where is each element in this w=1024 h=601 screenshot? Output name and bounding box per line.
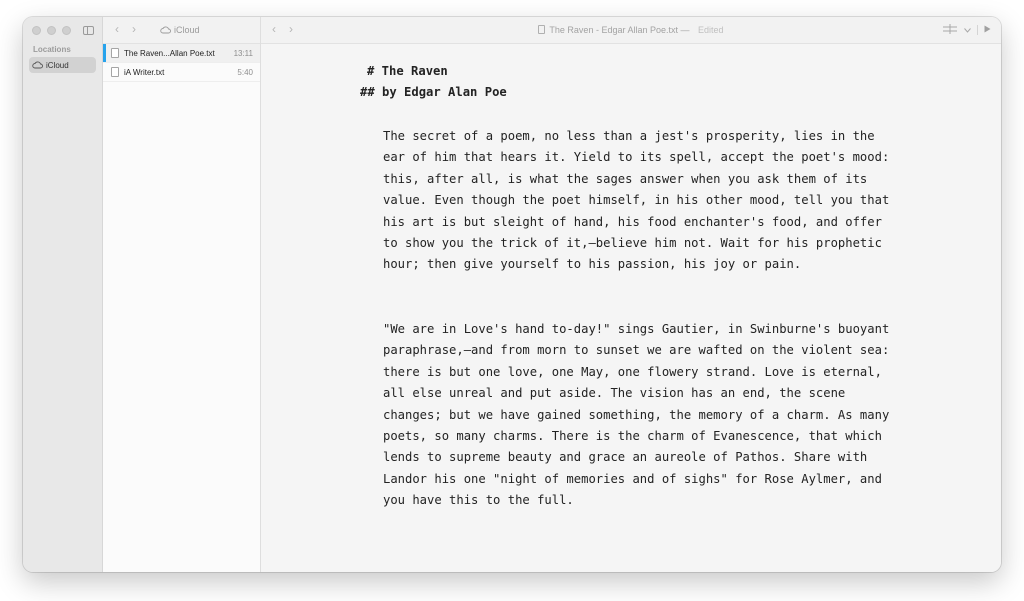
file-time: 13:11 xyxy=(233,48,253,58)
forward-button[interactable]: › xyxy=(132,22,136,36)
paragraph: "We are in Love's hand to-day!" sings Gautier, in Swinburne's buoyant paraphrase,—and from morn to sunset we are wafted on the violent sea: there is but one love, one May, one flowery strand. Love is eternal, all else unreal and put aside. The vision has an end, the scene changes; but we have gained something, the memory of a charm. As many poets, so many charms. There is the charm of Evanescence, that which lends to supreme beauty and grace an aureole of Pathos. Share with Landor his one "night of memories and of sighs" for Rose Aylmer, and you have this to the full. xyxy=(383,322,890,508)
file-list-pane xyxy=(103,17,261,572)
editor-toolbar xyxy=(261,17,1001,44)
file-list-toolbar xyxy=(103,17,260,44)
file-name: The Raven...Allan Poe.txt xyxy=(124,48,215,58)
file-row[interactable] xyxy=(103,44,260,63)
paragraph: The secret of a poem, no less than a jest's prosperity, lies in the ear of him that hears it. Yield to its spell, accept the poet's mood: this, after all, is what the sages answer when you ask them of its value. Even though the poet himself, in his other mood, tell you that his art is but sleight of hand, his food enchanter's food, and offer to show you the trick of it,—believe him not. Wait for his prophetic hour; then give yourself to his passion, his joy or pain. xyxy=(383,129,890,272)
cloud-icon xyxy=(32,61,44,69)
document-content[interactable] xyxy=(261,44,1001,572)
cloud-icon xyxy=(160,26,171,34)
document-title: The Raven - Edgar Allan Poe.txt xyxy=(549,25,678,35)
app-window xyxy=(23,17,1001,572)
title-separator: — xyxy=(680,25,690,35)
preview-play-icon[interactable] xyxy=(984,25,991,35)
chevron-down-icon[interactable] xyxy=(964,25,971,35)
heading-author: ## by Edgar Alan Poe xyxy=(360,85,507,99)
document-title-bar xyxy=(261,22,1001,36)
toolbar-right-controls xyxy=(942,24,991,36)
locations-heading: Locations xyxy=(33,45,71,54)
editor-pane xyxy=(261,17,1001,572)
close-window-button[interactable] xyxy=(32,26,41,35)
file-time: 5:40 xyxy=(237,67,253,77)
sidebar xyxy=(23,17,103,572)
editor-back-button[interactable]: ‹ xyxy=(272,22,276,36)
back-button[interactable]: ‹ xyxy=(115,22,119,36)
file-list-title: iCloud xyxy=(160,25,200,35)
minimize-window-button[interactable] xyxy=(47,26,56,35)
sidebar-toggle-icon[interactable] xyxy=(83,26,94,35)
editor-forward-button[interactable]: › xyxy=(289,22,293,36)
file-name: iA Writer.txt xyxy=(124,67,165,77)
structure-icon[interactable] xyxy=(942,24,958,36)
window-controls xyxy=(32,26,71,35)
document-icon xyxy=(111,48,119,58)
sidebar-item-label: iCloud xyxy=(46,60,69,70)
zoom-window-button[interactable] xyxy=(62,26,71,35)
edited-status: Edited xyxy=(698,25,724,35)
document-icon xyxy=(538,25,545,34)
heading-title: # The Raven xyxy=(367,64,448,78)
file-row[interactable] xyxy=(103,63,260,82)
sidebar-item-icloud[interactable] xyxy=(29,57,96,73)
toolbar-divider xyxy=(977,25,978,35)
document-icon xyxy=(111,67,119,77)
